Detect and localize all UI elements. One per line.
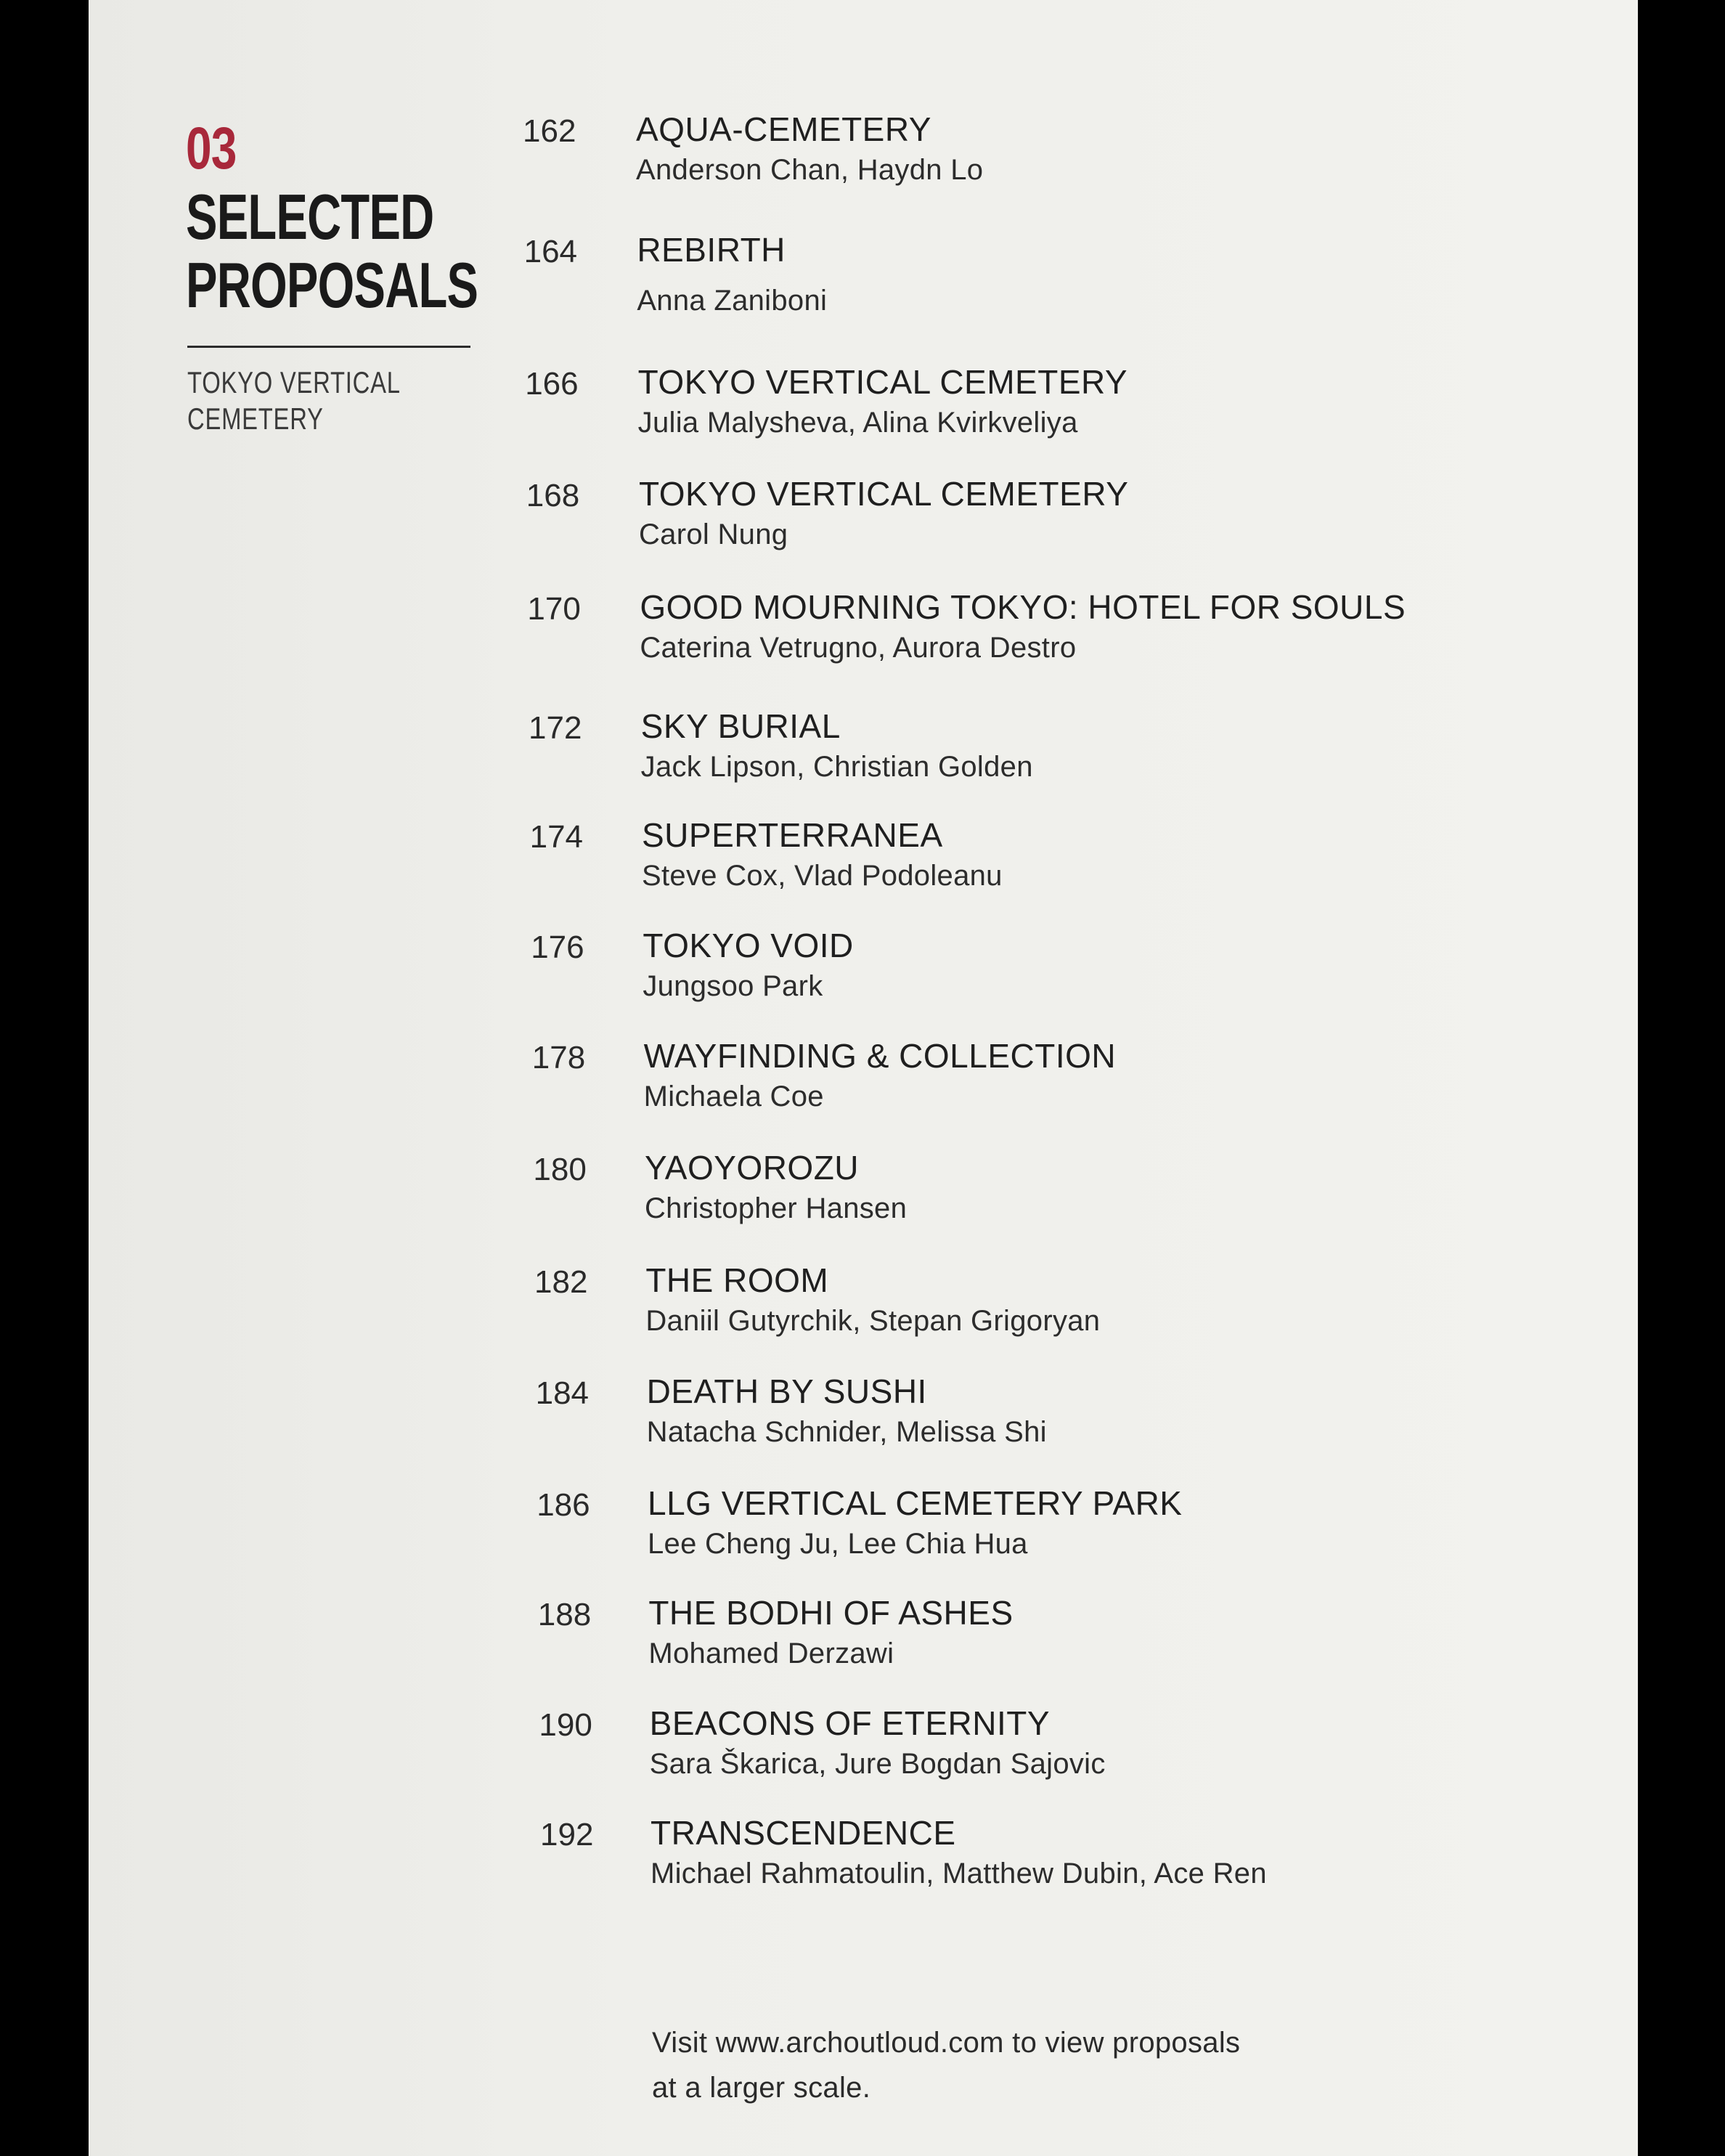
toc-entry [89, 1704, 1638, 1791]
toc-entry [89, 707, 1638, 794]
toc-authors: Caterina Vetrugno, Aurora Destro [640, 632, 1077, 664]
toc-authors: Michael Rahmatoulin, Matthew Dubin, Ace Ren [651, 1858, 1267, 1889]
table-of-contents [89, 0, 1638, 2156]
toc-page-number: 182 [534, 1264, 588, 1300]
toc-entry [89, 1037, 1638, 1124]
toc-authors: Mohamed Derzawi [648, 1638, 894, 1669]
toc-title: REBIRTH [637, 231, 786, 269]
toc-entry [89, 475, 1638, 562]
toc-entry [89, 1484, 1638, 1571]
toc-authors: Carol Nung [639, 518, 788, 550]
toc-page-number: 186 [537, 1487, 590, 1523]
toc-entry [89, 816, 1638, 903]
toc-authors: Daniil Gutyrchik, Stepan Grigoryan [645, 1305, 1101, 1337]
toc-entry [89, 1814, 1638, 1901]
toc-entry [89, 1594, 1638, 1681]
toc-authors: Lee Cheng Ju, Lee Chia Hua [648, 1528, 1028, 1560]
toc-title: THE BODHI OF ASHES [648, 1594, 1014, 1632]
toc-entry [89, 110, 1638, 198]
toc-authors: Natacha Schnider, Melissa Shi [646, 1416, 1047, 1448]
toc-title: TOKYO VOID [643, 927, 854, 964]
toc-entry [89, 927, 1638, 1014]
toc-authors: Anna Zaniboni [637, 285, 828, 317]
toc-page-number: 164 [523, 234, 578, 269]
toc-page-number: 176 [531, 929, 584, 965]
toc-title: YAOYOROZU [645, 1149, 860, 1187]
toc-entry [89, 1372, 1638, 1460]
toc-page-number: 188 [537, 1597, 592, 1632]
toc-entry [89, 363, 1638, 450]
toc-entry [89, 588, 1638, 675]
toc-title: AQUA-CEMETERY [636, 110, 931, 148]
toc-page-number: 168 [526, 478, 580, 513]
toc-page-number: 166 [525, 366, 579, 402]
toc-title: TOKYO VERTICAL CEMETERY [637, 363, 1128, 401]
toc-title: LLG VERTICAL CEMETERY PARK [648, 1484, 1183, 1522]
toc-title: WAYFINDING & COLLECTION [643, 1037, 1117, 1075]
toc-authors: Steve Cox, Vlad Podoleanu [642, 860, 1003, 892]
toc-title: GOOD MOURNING TOKYO: HOTEL FOR SOULS [640, 588, 1406, 626]
toc-authors: Jack Lipson, Christian Golden [640, 751, 1033, 783]
toc-title: THE ROOM [645, 1261, 829, 1299]
toc-page-number: 180 [533, 1152, 587, 1187]
toc-title: DEATH BY SUSHI [646, 1372, 927, 1410]
toc-authors: Jungsoo Park [643, 970, 823, 1002]
footer-note: Visit www.archoutloud.com to view proposals at a larger scale. [652, 2027, 1241, 2104]
toc-authors: Sara Škarica, Jure Bogdan Sajovic [649, 1748, 1106, 1780]
toc-authors: Michaela Coe [643, 1081, 824, 1112]
book-page [89, 0, 1638, 2156]
toc-page-number: 174 [529, 819, 584, 855]
toc-page-number: 192 [540, 1817, 594, 1852]
section-number: 03 [186, 115, 237, 182]
toc-authors: Julia Malysheva, Alina Kvirkveliya [637, 407, 1078, 439]
toc-entry [89, 1261, 1638, 1348]
section-title: SELECTED PROPOSALS [186, 181, 478, 321]
toc-title: SUPERTERRANEA [642, 816, 943, 854]
toc-page-number: 178 [531, 1040, 586, 1075]
toc-page-number: 170 [527, 591, 581, 627]
toc-title: SKY BURIAL [640, 707, 841, 745]
toc-title: BEACONS OF ETERNITY [649, 1704, 1051, 1742]
toc-title: TOKYO VERTICAL CEMETERY [639, 475, 1129, 513]
toc-title: TRANSCENDENCE [651, 1814, 956, 1852]
toc-entry [89, 231, 1638, 318]
toc-entry [89, 1149, 1638, 1236]
toc-page-number: 184 [535, 1375, 590, 1411]
toc-page-number: 162 [523, 113, 576, 149]
toc-authors: Anderson Chan, Haydn Lo [636, 154, 984, 186]
toc-page-number: 190 [539, 1707, 592, 1743]
toc-authors: Christopher Hansen [645, 1192, 908, 1224]
section-subtitle: TOKYO VERTICAL CEMETERY [187, 365, 401, 436]
toc-page-number: 172 [529, 710, 582, 746]
